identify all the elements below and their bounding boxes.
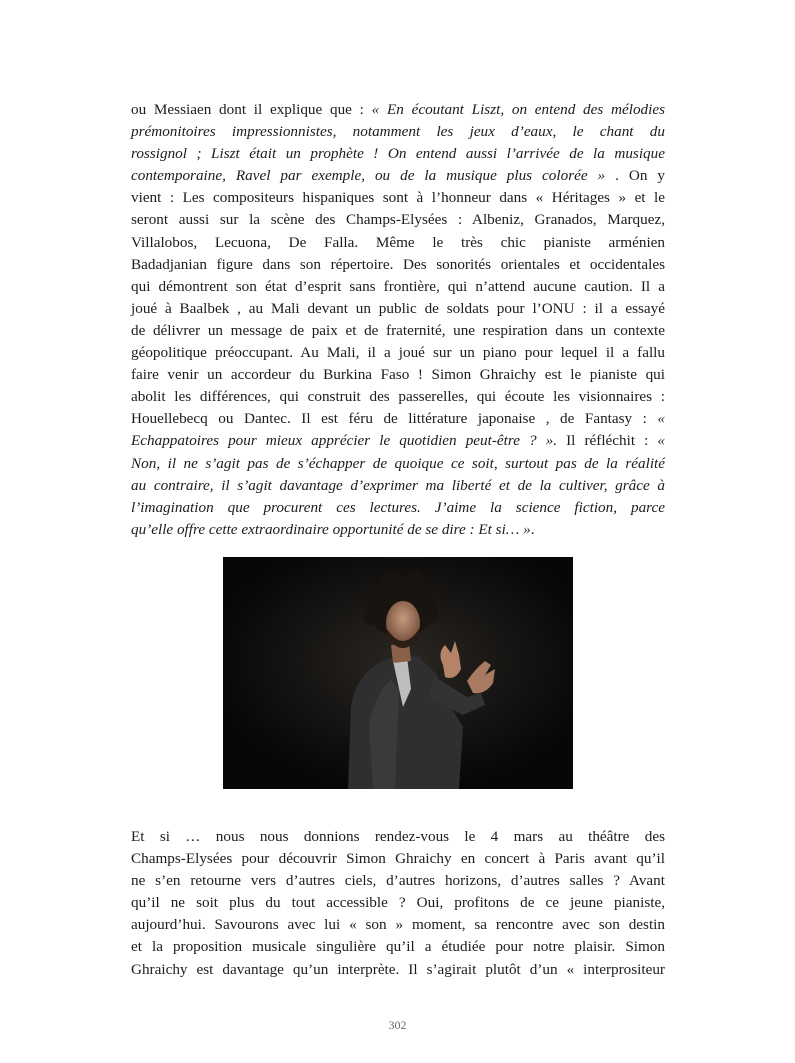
text-run: ou Messiaen dont il explique que : [131,101,372,118]
text-line [131,386,665,408]
text-line [131,143,665,165]
text-line [131,99,665,121]
text-run: Villalobos, Lecuona, De Falla. Même le très chic pianiste arménien [131,233,665,251]
italic-text-run: « [657,432,665,450]
italic-text-run: contemporaine, Ravel par exemple, ou de la musique plus colorée » [131,167,606,185]
text-run: joué à Baalbek , au Mali devant un public de soldats pour l’ONU : il a essayé [131,299,665,317]
italic-text-run: au contraire, il s’agit davantage d’exprimer ma liberté et de la cultiver, grâce à [131,476,665,494]
text-line [131,121,665,143]
italic-text-run: prémonitoires impressionnistes, notamment les jeux d’eaux, le chant du [131,123,665,141]
text-line [131,254,665,276]
text-run: . [530,520,535,538]
text-run: seront aussi sur la scène des Champs-Elysées : Albeniz, Granados, Marquez, [131,211,665,229]
text-run: géopolitique préoccupant. Au Mali, il a joué sur un piano pour lequel il a fallu [131,344,665,362]
text-run: . On y [605,167,665,185]
text-run: Ghraichy est davantage qu’un interprète. Il s’agirait plutôt d’un « interprositeur [131,960,665,978]
text-line [131,870,665,892]
text-line [131,232,665,254]
text-run: abolit les différences, qui construit des passerelles, qui écoute les visionnaires : [131,388,665,406]
text-line [131,519,665,541]
text-line [131,165,665,187]
pianist-portrait-image [223,557,573,789]
text-line [131,430,665,452]
text-line [131,497,665,519]
portrait-photo [223,557,573,789]
italic-text-run: l’imagination que procurent ces lectures. J’aime la science fiction, parce [131,498,665,516]
text-run: qui démontrent son état d’esprit sans frontière, qui n’attend aucune caution. Il a [131,277,665,295]
text-line [131,936,665,958]
text-run: Et si … nous nous donnions rendez-vous le 4 mars au théâtre des [131,828,665,845]
italic-text-run: « [657,410,665,428]
text-line [131,959,665,981]
text-line [131,187,665,209]
text-run: et la proposition musicale singulière qu’il a étudiée pour notre plaisir. Simon [131,938,665,956]
italic-text-run: Echappatoires pour mieux apprécier le quotidien peut-être ? ». [131,432,558,450]
text-line [131,364,665,386]
text-run: ne s’en retourne vers d’autres ciels, d’autres horizons, d’autres salles ? Avant [131,872,665,890]
text-line [131,892,665,914]
text-line [131,320,665,342]
italic-text-run: Non, il ne s’agit pas de s’échapper de quoique ce soit, surtout pas de la réalité [131,454,665,472]
text-line [131,408,665,430]
text-run: aujourd’hui. Savourons avec lui « son » moment, sa rencontre avec son destin [131,916,665,934]
text-line [131,475,665,497]
italic-text-run: « En écoutant Liszt, on entend des mélodies [371,101,666,118]
text-run: Badadjanian figure dans son répertoire. Des sonorités orientales et occidentales [131,255,665,273]
text-run: qu’il ne soit plus du tout accessible ? Oui, profitons de ce jeune pianiste, [131,894,665,912]
text-run: de délivrer un message de paix et de fraternité, une respiration dans un contexte [131,321,665,339]
text-line [131,298,665,320]
text-run: vient : Les compositeurs hispaniques sont à l’honneur dans « Héritages » et le [131,189,665,207]
text-line [131,342,665,364]
text-line [131,826,665,848]
italic-text-run: rossignol ; Liszt était un prophète ! On entend aussi l’arrivée de la musique [131,145,665,163]
body-paragraph-1 [131,99,665,541]
text-line [131,848,665,870]
text-line [131,209,665,231]
text-run: Il réfléchit : [557,432,658,450]
body-paragraph-2 [131,826,665,981]
text-line [131,914,665,936]
italic-text-run: qu’elle offre cette extraordinaire opportunité de se dire : Et si… » [131,520,531,538]
text-run: Houellebecq ou Dantec. Il est féru de littérature japonaise , de Fantasy : [131,410,658,428]
text-run: faire venir un accordeur du Burkina Faso ! Simon Ghraichy est le pianiste qui [131,366,665,384]
text-line [131,453,665,475]
page-number: 302 [388,1018,407,1032]
text-run: Champs-Elysées pour découvrir Simon Ghraichy en concert à Paris avant qu’il [131,850,665,868]
text-line [131,276,665,298]
